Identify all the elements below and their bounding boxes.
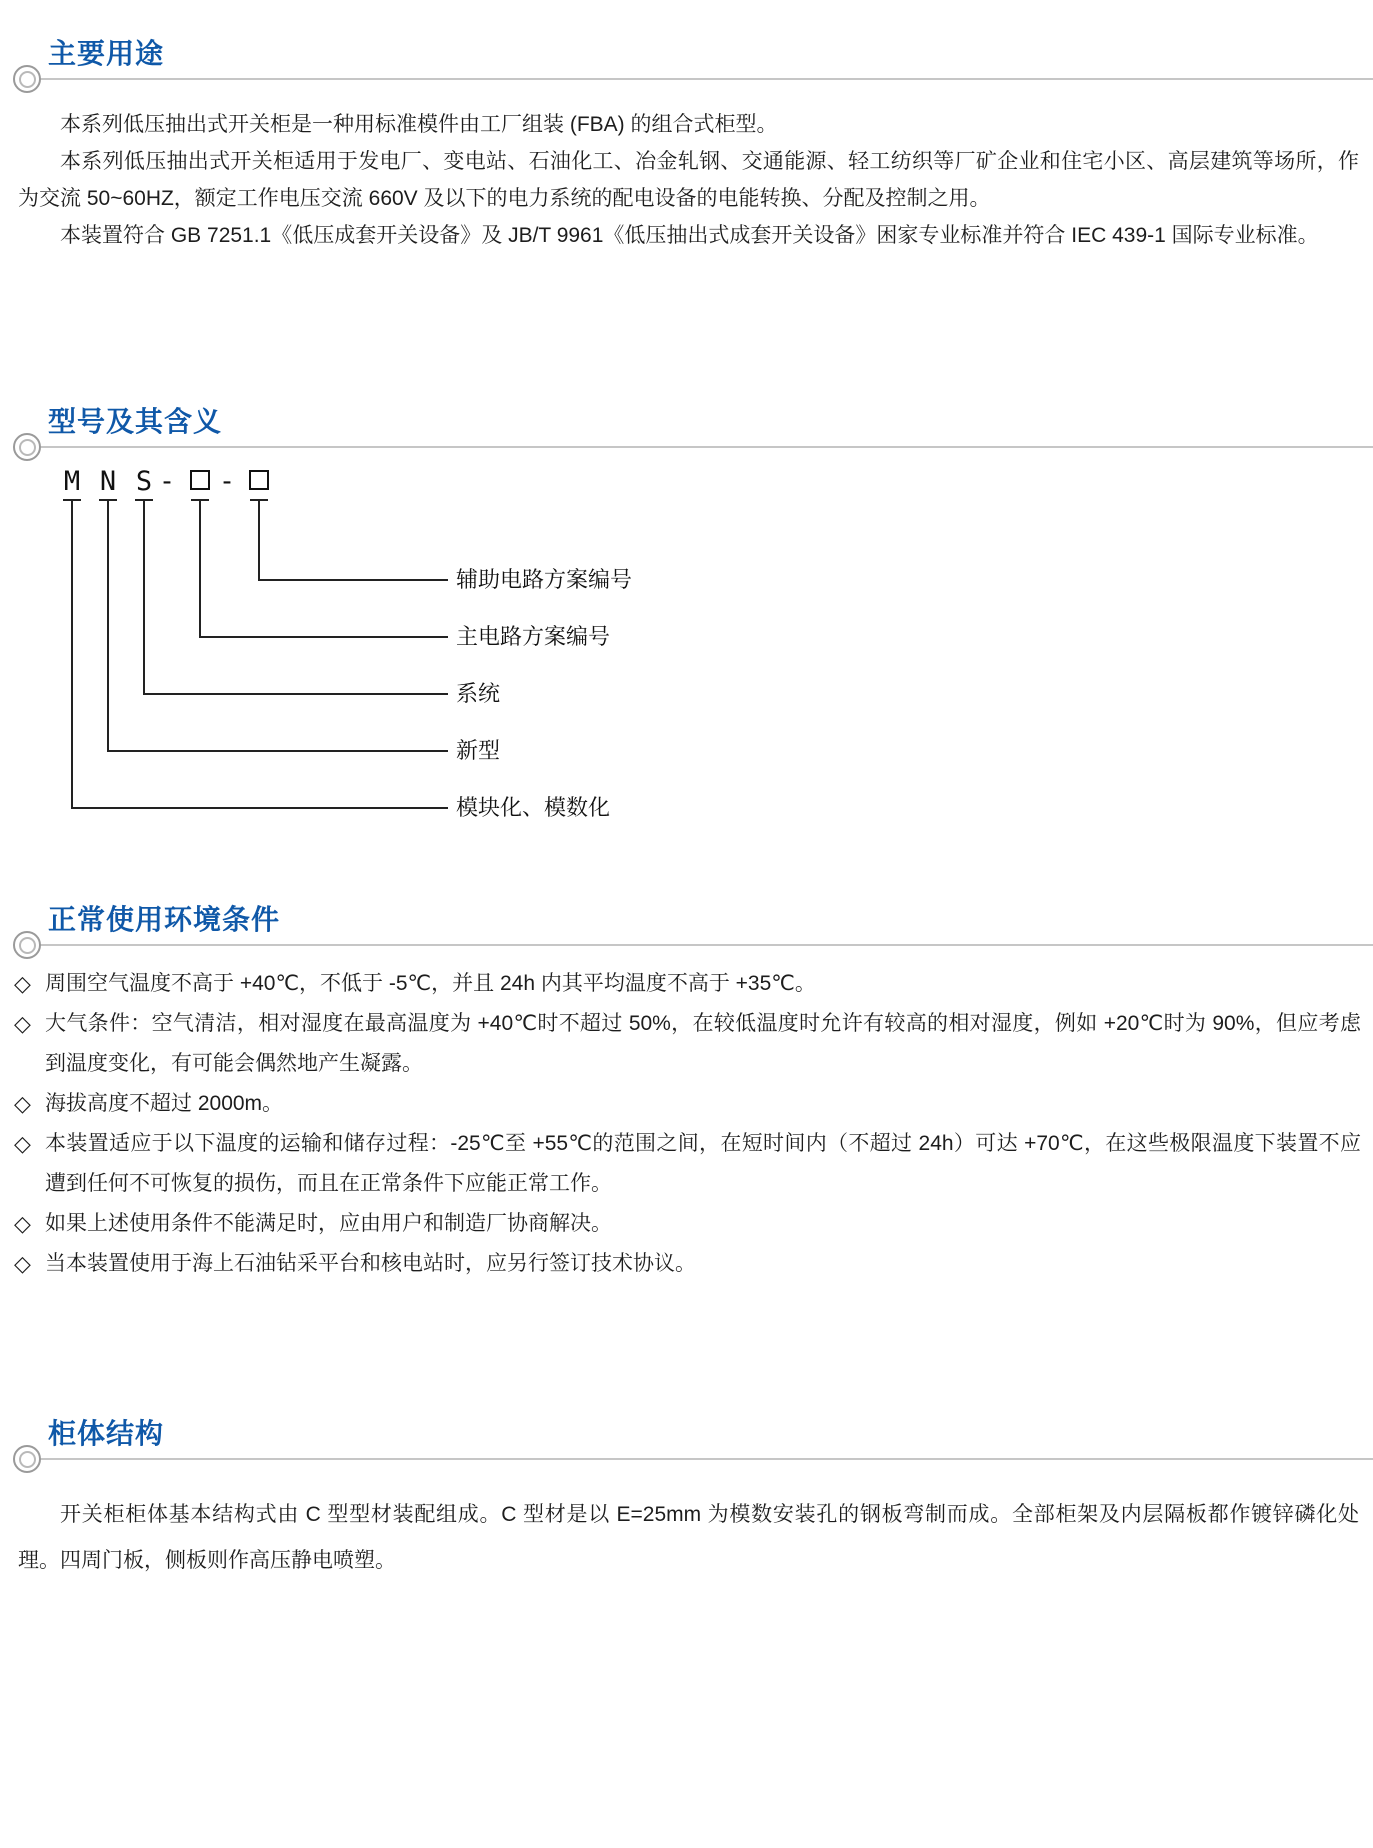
list-item [14,1204,1361,1244]
ring-inner-circle [19,937,36,954]
list-item-text: 本装置适应于以下温度的运输和储存过程：-25℃至 +55℃的范围之间，在短时间内（不超过 24h）可达 +70℃，在这些极限温度下装置不应遭到任何不可恢复的损伤，而且在正常条件下应能正常工作。 [45,1132,1361,1195]
connector-line [258,499,260,580]
model-placeholder-box [190,470,210,490]
model-dash: - [218,466,236,497]
section-divider-line [40,1458,1373,1460]
section-bullet-ring-icon [13,65,41,93]
list-item-text: 海拔高度不超过 2000m。 [45,1092,284,1115]
section-title: 型号及其含义 [48,406,223,437]
list-item-text: 周围空气温度不高于 +40℃，不低于 -5℃，并且 24h 内其平均温度不高于 +35℃。 [45,972,816,995]
connector-line [199,499,201,637]
list-item [14,964,1361,1004]
ring-inner-circle [19,71,36,88]
environment-condition-list [14,964,1361,1284]
diamond-bullet-icon: ◇ [14,1251,31,1276]
list-item [14,1084,1361,1124]
ring-inner-circle [19,439,36,456]
section-bullet-ring-icon [13,1445,41,1473]
diamond-bullet-icon: ◇ [14,1091,31,1116]
diagram-label-aux-circuit: 辅助电路方案编号 [456,567,633,592]
section-header-environment [0,898,1373,962]
connector-line [199,636,448,638]
section-title: 主要用途 [48,38,165,69]
model-dash: - [158,466,176,497]
connector-line [107,499,109,751]
diagram-label-main-circuit: 主电路方案编号 [456,624,611,649]
section-divider-line [40,78,1373,80]
paragraph: 本装置符合 GB 7251.1《低压成套开关设备》及 JB/T 9961《低压抽出式成套开关设备》困家专业标准并符合 IEC 439-1 国际专业标准。 [60,224,1319,247]
paragraph: 本系列低压抽出式开关柜适用于发电厂、变电站、石油化工、冶金轧钢、交通能源、轻工纺织等厂矿企业和住宅小区、高层建筑等场所，作为交流 50~60HZ，额定工作电压交流 660V 及以下的电力系统的配电设备的电能转换、分配及控制之用。 [18,150,1359,210]
main-use-paragraphs [18,106,1359,254]
model-placeholder-box [249,470,269,490]
section-divider-line [40,446,1373,448]
diagram-label-system: 系统 [456,681,501,706]
model-letter-n: N [99,466,117,497]
section-bullet-ring-icon [13,433,41,461]
model-letter-s: S [135,466,153,497]
diagram-label-new-type: 新型 [456,738,501,763]
list-item-text: 当本装置使用于海上石油钻采平台和核电站时，应另行签订技术协议。 [45,1252,696,1275]
section-header-main-use [0,32,1373,96]
list-item [14,1124,1361,1204]
section-header-model [0,400,1373,464]
connector-line [71,499,73,808]
connector-line [107,750,448,752]
section-title: 正常使用环境条件 [48,904,281,935]
connector-line [71,807,448,809]
paragraph: 开关柜柜体基本结构式由 C 型型材装配组成。C 型材是以 E=25mm 为模数安装孔的钢板弯制而成。全部柜架及内层隔板都作镀锌磷化处理。四周门板，侧板则作高压静电喷塑。 [18,1503,1359,1572]
paragraph: 本系列低压抽出式开关柜是一种用标准模件由工厂组装 (FBA) 的组合式柜型。 [60,113,778,136]
section-divider-line [40,944,1373,946]
section-bullet-ring-icon [13,931,41,959]
list-item-text: 如果上述使用条件不能满足时，应由用户和制造厂协商解决。 [45,1212,612,1235]
ring-inner-circle [19,1451,36,1468]
diamond-bullet-icon: ◇ [14,1011,31,1036]
diamond-bullet-icon: ◇ [14,1131,31,1156]
diamond-bullet-icon: ◇ [14,1211,31,1236]
section-header-structure [0,1412,1373,1476]
list-item [14,1004,1361,1084]
diagram-label-modular: 模块化、模数化 [456,795,611,820]
section-title: 柜体结构 [48,1418,165,1449]
list-item [14,1244,1361,1284]
model-code-diagram [0,460,760,840]
connector-line [143,693,448,695]
connector-line [258,579,448,581]
diamond-bullet-icon: ◇ [14,971,31,996]
model-letter-m: M [63,466,81,497]
list-item-text: 大气条件：空气清洁，相对湿度在最高温度为 +40℃时不超过 50%，在较低温度时允许有较高的相对湿度，例如 +20℃时为 90%，但应考虑到温度变化，有可能会偶然地产生凝露。 [45,1012,1361,1075]
connector-line [143,499,145,694]
structure-paragraphs [18,1492,1359,1584]
